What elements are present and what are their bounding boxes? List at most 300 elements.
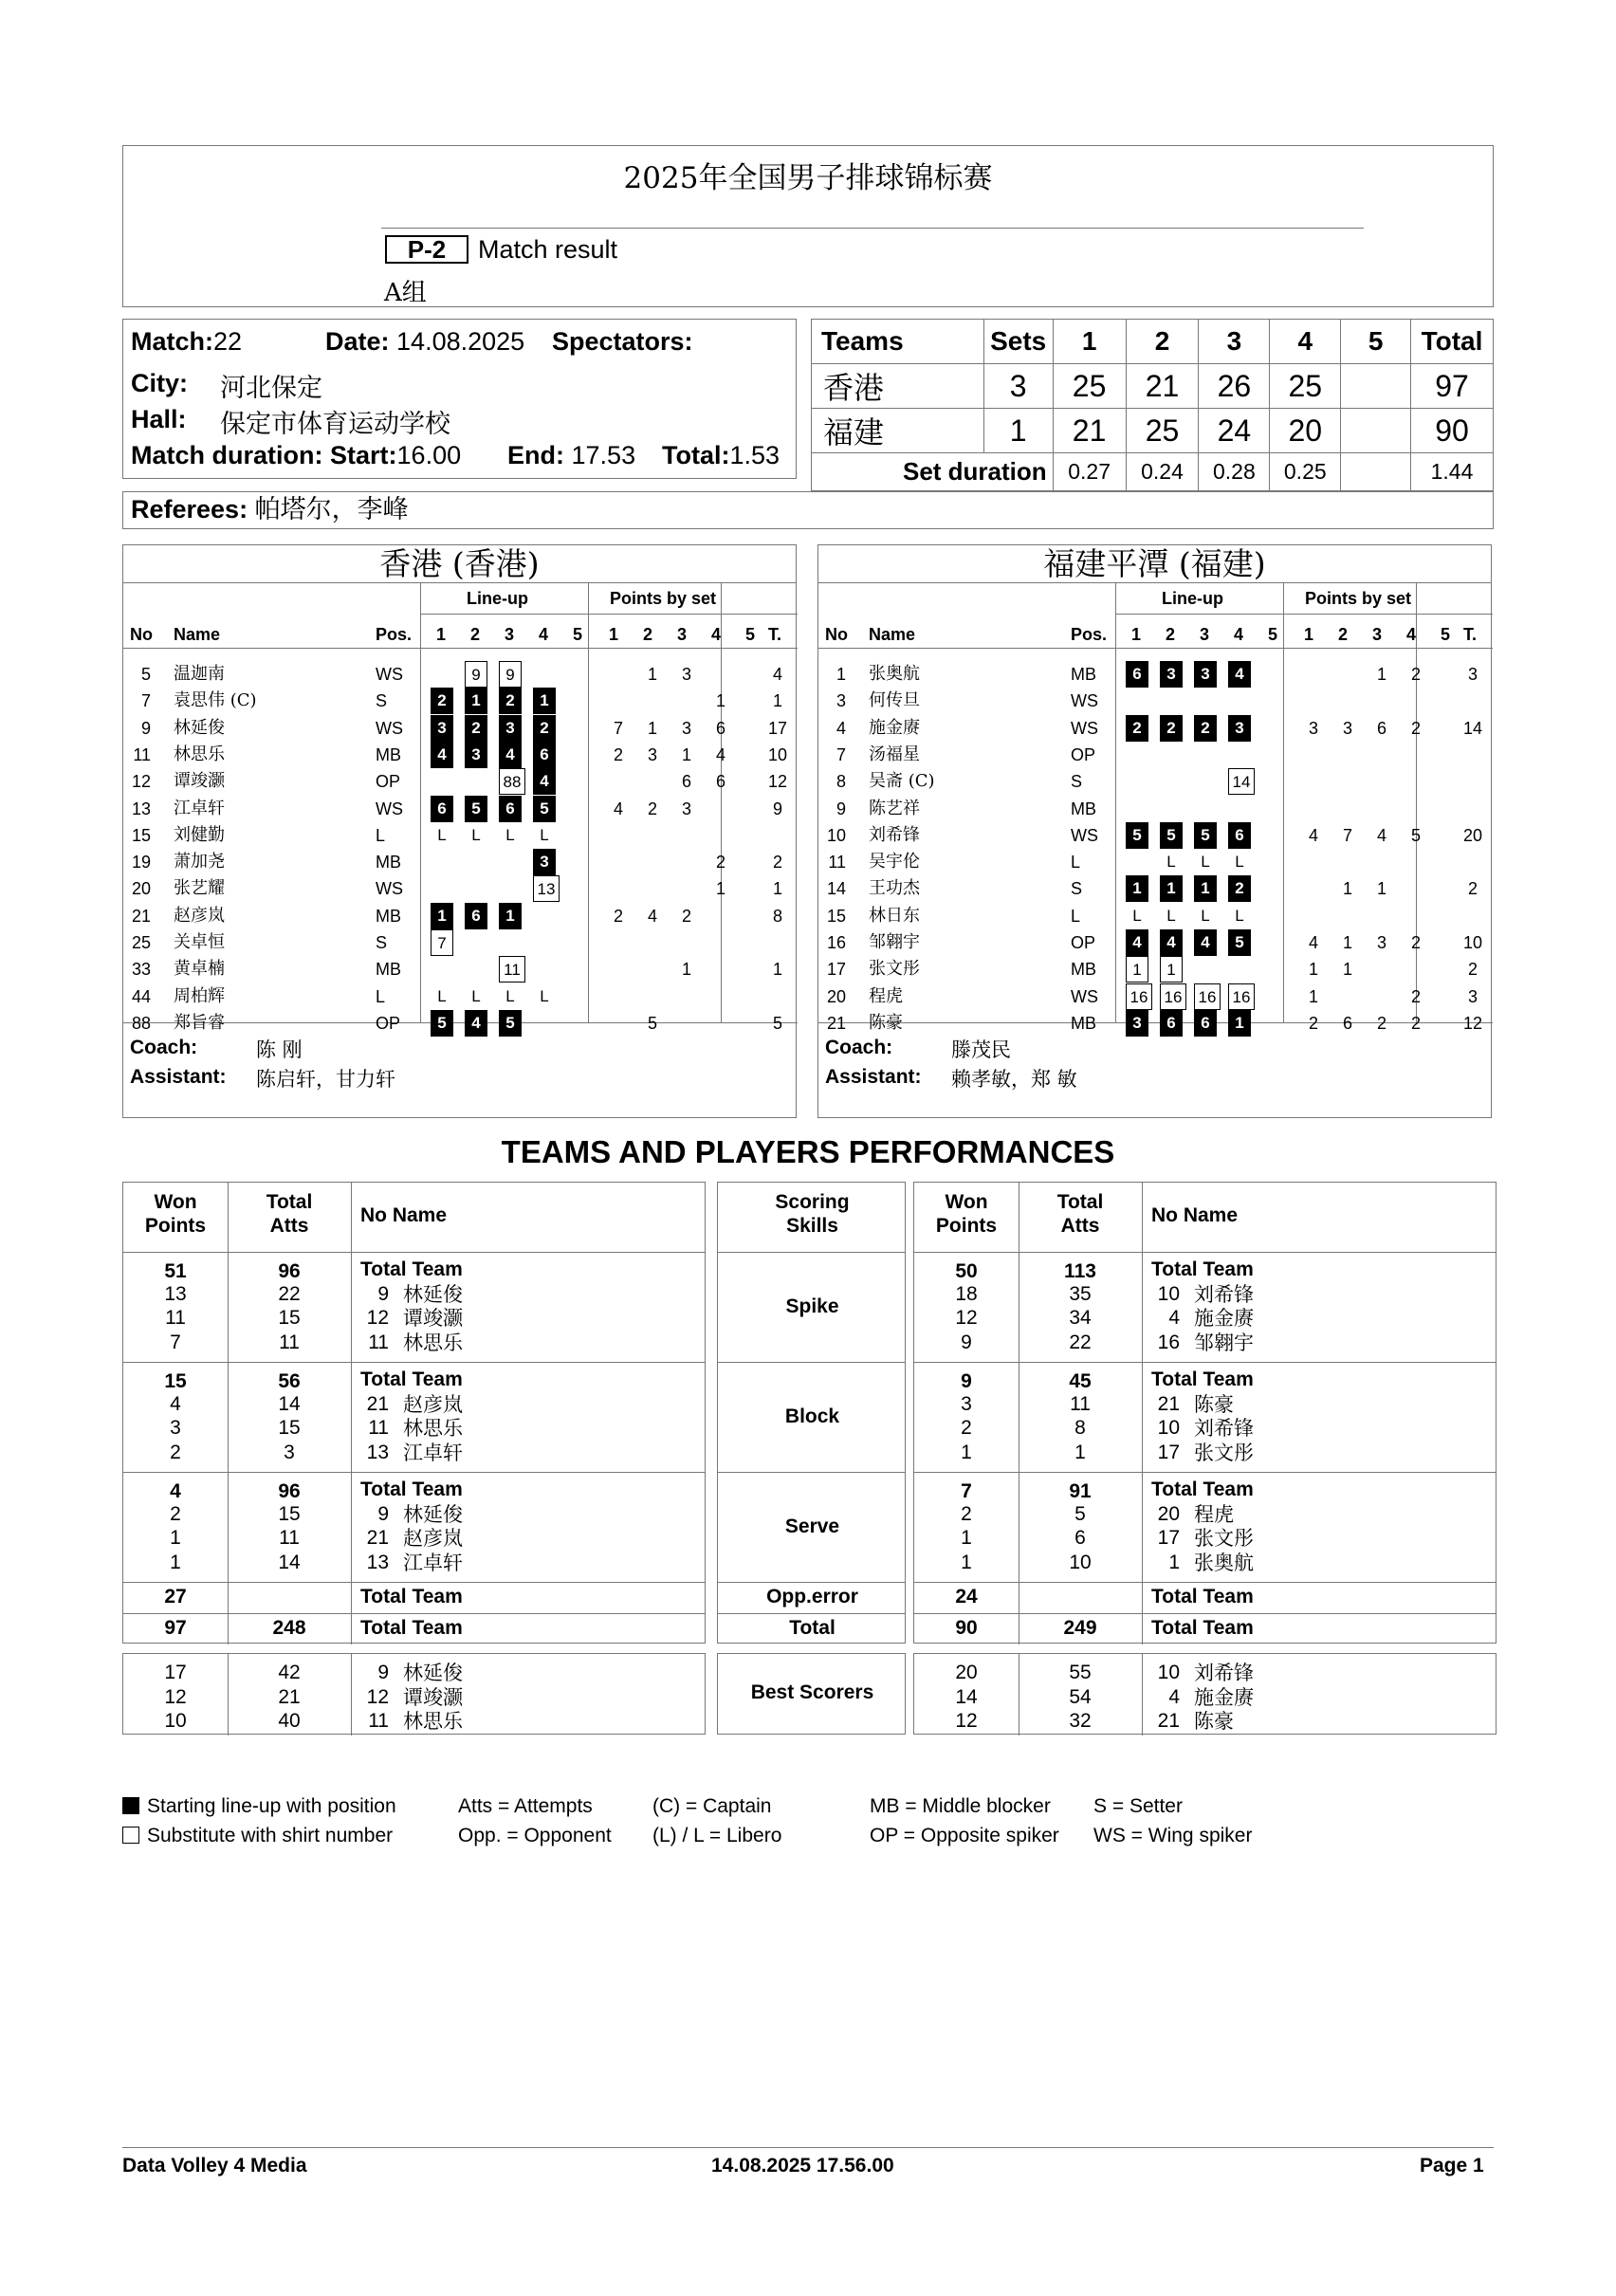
row-divider: [718, 1252, 905, 1253]
total-atts-header: Total: [1056, 1191, 1104, 1213]
player-total-points: 2: [1467, 879, 1478, 899]
won-points: 9: [961, 1331, 972, 1353]
team-total-label: Total Team: [1151, 1479, 1254, 1500]
starting-position-box: 3: [465, 742, 487, 768]
player-row: [123, 742, 796, 768]
player-number: 13: [131, 799, 151, 818]
assistant-label: Assistant:: [825, 1066, 922, 1088]
pos-header: Pos.: [376, 625, 413, 644]
set-points: 2: [1410, 933, 1421, 952]
player-number: 3: [836, 691, 846, 711]
player-total-points: 1: [772, 691, 782, 711]
total-atts: 5: [1074, 1502, 1086, 1525]
player-name: 何传旦: [869, 690, 920, 711]
total-header: Total: [1411, 320, 1494, 364]
player-name: 关卓恒: [174, 932, 225, 952]
player-name: 施金赓: [1194, 1307, 1254, 1330]
starting-position-box: 3: [1228, 715, 1251, 742]
starting-position-box: 1: [1160, 875, 1183, 902]
player-number: 21: [1157, 1392, 1180, 1415]
total-atts: 42: [278, 1662, 301, 1683]
player-row: [123, 688, 796, 714]
total-time: 1.53: [729, 441, 780, 469]
score-table: [811, 319, 1494, 486]
player-number: 9: [377, 1502, 389, 1525]
total-atts: 55: [1069, 1662, 1092, 1683]
set-points: 3: [1342, 718, 1352, 738]
player-number: 21: [131, 906, 151, 926]
player-name: 程虎: [1194, 1502, 1234, 1526]
player-position: S: [1071, 772, 1083, 792]
player-name: 程虎: [869, 985, 903, 1006]
set-points: 6: [1376, 718, 1386, 738]
starting-position-box: 6: [1194, 1010, 1217, 1037]
player-name: 林思乐: [403, 1417, 463, 1440]
player-number: 4: [836, 718, 846, 738]
starting-position-box: 4: [1228, 661, 1251, 688]
player-name: 张文彤: [1194, 1527, 1254, 1550]
row-divider: [818, 648, 1493, 649]
won-points: 9: [961, 1370, 972, 1392]
won-points: 14: [955, 1685, 978, 1708]
set-points: [1338, 796, 1357, 822]
sets-won: 3: [983, 364, 1053, 409]
player-name: 林延俊: [403, 1502, 463, 1526]
player-row: [123, 956, 796, 983]
set-points: [643, 875, 662, 902]
total-atts: 32: [1069, 1710, 1092, 1732]
player-name: 林日东: [869, 905, 920, 926]
set-points: [711, 956, 730, 983]
set-points: 1: [647, 718, 657, 738]
total-atts: 35: [1069, 1282, 1092, 1305]
set2-header: 2: [1126, 320, 1199, 364]
set-points: [711, 929, 730, 956]
won-points: 18: [955, 1282, 978, 1305]
set-points: 4: [1308, 825, 1318, 845]
substitute-box: 1: [1126, 956, 1148, 983]
player-number: 10: [826, 825, 846, 845]
points-by-set-header: Points by set: [1305, 589, 1412, 608]
player-total-points: 1: [772, 879, 782, 899]
won-points: 51: [164, 1260, 187, 1282]
player-number: 20: [131, 879, 151, 899]
team-total-label: Total Team: [1151, 1586, 1254, 1607]
total-points: 97: [164, 1617, 187, 1639]
starting-position-box: 3: [533, 849, 556, 875]
starting-position-box: 1: [499, 903, 522, 929]
player-name: 张艺耀: [174, 878, 225, 899]
player-number: 11: [133, 744, 151, 764]
points-by-set-header: Points by set: [610, 589, 717, 608]
set-points: [609, 661, 628, 688]
row-divider: [123, 648, 798, 649]
starting-position-box: 1: [1126, 875, 1148, 902]
player-name: 林思乐: [403, 1710, 463, 1733]
total-attempts: 249: [1063, 1617, 1097, 1639]
set-points: 3: [1376, 933, 1386, 952]
starting-position-box: 1: [465, 688, 487, 714]
libero-marker: L: [1132, 906, 1142, 925]
starting-position-box: 5: [1194, 822, 1217, 849]
player-position: L: [1071, 906, 1081, 926]
player-name: 谭竣灏: [403, 1307, 463, 1330]
player-number: 20: [1157, 1502, 1180, 1525]
player-name: 郑旨睿: [174, 1012, 225, 1033]
legend-atts: Atts = Attempts: [458, 1795, 593, 1817]
total-atts: 56: [278, 1370, 301, 1392]
total-atts: 21: [278, 1685, 301, 1708]
player-row: [123, 875, 796, 902]
lineup-set-header: 3: [505, 625, 515, 644]
player-row: [818, 875, 1491, 902]
total-label: Total:: [662, 441, 730, 469]
lineup-set-header: 4: [1234, 625, 1244, 644]
player-number: 15: [826, 906, 846, 926]
player-name: 江卓轩: [403, 1551, 463, 1574]
libero-marker: L: [437, 986, 447, 1005]
starting-position-box: 2: [533, 715, 556, 742]
points-set-header: 5: [1441, 625, 1451, 644]
title-rule: [381, 228, 1364, 229]
total-points: 90: [955, 1617, 978, 1639]
libero-marker: L: [540, 825, 549, 844]
set-points: [1304, 768, 1323, 795]
libero-marker: L: [1235, 906, 1244, 925]
starting-position-box: 2: [465, 715, 487, 742]
end-label: End:: [507, 441, 564, 469]
player-row: [123, 715, 796, 742]
set-points: 6: [681, 772, 691, 792]
set-points: 7: [1342, 825, 1352, 845]
set-points: [1406, 903, 1425, 929]
score-header-row: [812, 320, 1494, 364]
player-number: 21: [366, 1392, 389, 1415]
won-points: 1: [961, 1441, 972, 1463]
team-total-label: Total Team: [360, 1479, 463, 1500]
player-name: 张文彤: [1194, 1441, 1254, 1464]
sets-won: 1: [983, 409, 1053, 453]
player-name: 汤福星: [869, 744, 920, 764]
player-number: 9: [377, 1282, 389, 1305]
player-number: 11: [368, 1417, 389, 1439]
player-total-points: 20: [1462, 825, 1483, 845]
set-points: 2: [1410, 986, 1421, 1006]
player-name: 林思乐: [403, 1331, 463, 1354]
row-divider: [123, 1472, 705, 1473]
set-score: 25: [1053, 364, 1126, 409]
won-points: 13: [164, 1282, 187, 1305]
won-points: 50: [955, 1260, 978, 1282]
player-number: 16: [1157, 1331, 1180, 1353]
set-points: [1372, 903, 1391, 929]
player-number: 1: [1168, 1551, 1180, 1573]
won-points: 10: [164, 1710, 187, 1732]
starting-position-box: 4: [533, 768, 556, 795]
set-duration: 0.27: [1053, 453, 1126, 491]
player-position: MB: [1071, 1013, 1096, 1033]
assistant-names: 赖孝敏，郑 敏: [951, 1068, 1077, 1091]
spectators-label: Spectators:: [552, 327, 693, 356]
player-row: [123, 903, 796, 929]
player-row: [123, 796, 796, 822]
player-row: [818, 688, 1491, 714]
total-atts: 113: [1064, 1260, 1096, 1282]
set-score: 20: [1270, 409, 1341, 453]
total-atts: 11: [279, 1331, 300, 1353]
set-duration: [1341, 453, 1411, 491]
total-atts: 10: [1069, 1551, 1092, 1573]
substitute-box: 13: [533, 875, 560, 902]
player-total-points: 17: [767, 718, 788, 738]
set-points: [1304, 875, 1323, 902]
scoring-skills-header: Skills: [786, 1215, 838, 1237]
legend-op: OP = Opposite spiker: [870, 1825, 1059, 1846]
player-number: 7: [836, 744, 846, 764]
doc-code: P-2: [385, 235, 468, 264]
total-atts: 34: [1069, 1307, 1092, 1329]
set-points: [1304, 903, 1323, 929]
coach-name: 滕茂民: [951, 1038, 1011, 1061]
doc-type: Match result: [478, 235, 618, 264]
player-number: 88: [131, 1013, 151, 1033]
city-label: City:: [131, 369, 188, 397]
player-name: 邹翱宇: [1194, 1331, 1254, 1354]
player-row: [123, 929, 796, 956]
won-points-header: Won: [945, 1191, 988, 1213]
city-value: 河北保定: [220, 374, 322, 403]
set-points: 3: [647, 744, 657, 764]
performance-title: TEAMS AND PLAYERS PERFORMANCES: [501, 1134, 1115, 1169]
player-number: 13: [366, 1551, 389, 1573]
starting-position-box: 5: [1160, 822, 1183, 849]
player-number: 21: [1157, 1710, 1180, 1732]
player-number: 16: [826, 933, 846, 952]
total-atts: 14: [278, 1392, 301, 1415]
team-b-best-scorers: [913, 1653, 1497, 1735]
assistant-label: Assistant:: [130, 1066, 227, 1088]
player-total-points: [761, 929, 795, 956]
team-panel-hongkong: [122, 544, 797, 1118]
no-name-header: No Name: [360, 1204, 448, 1226]
set-points: [1372, 796, 1391, 822]
starting-position-box: 5: [465, 796, 487, 822]
total-atts: 6: [1074, 1527, 1086, 1549]
set-points: [1372, 983, 1391, 1010]
starting-position-box: 1: [533, 688, 556, 714]
player-total-points: 3: [1467, 986, 1478, 1006]
coach-name: 陈 刚: [256, 1038, 303, 1061]
set-points: 6: [1342, 1013, 1352, 1033]
set-points: [1372, 742, 1391, 768]
player-total-points: 14: [1462, 718, 1483, 738]
skills-column: [717, 1182, 906, 1644]
set-points: [1372, 688, 1391, 714]
set-points: 1: [681, 960, 691, 980]
player-number: 20: [826, 986, 846, 1006]
starting-position-box: 5: [1126, 822, 1148, 849]
total-atts: 8: [1074, 1417, 1086, 1439]
player-total-points: 2: [1467, 960, 1478, 980]
set-points: 4: [1308, 933, 1318, 952]
legend-substitute: [122, 1825, 393, 1847]
starting-position-box: 3: [431, 715, 453, 742]
libero-marker: L: [505, 825, 515, 844]
player-number: 10: [1157, 1282, 1180, 1305]
set-points: [609, 1010, 628, 1037]
column-divider: [351, 1654, 352, 1736]
set-duration-row: [812, 453, 1494, 491]
player-row: [818, 796, 1491, 822]
player-name: 谭竣灏: [174, 771, 225, 792]
row-divider: [123, 1252, 705, 1253]
starting-position-box: 1: [1228, 1010, 1251, 1037]
won-points: 7: [170, 1331, 181, 1353]
player-name: 袁思伟 (C): [174, 690, 257, 711]
player-position: MB: [376, 906, 401, 926]
lineup-set-header: 1: [436, 625, 447, 644]
set-points: 6: [715, 718, 725, 738]
no-header: No: [130, 625, 153, 644]
row-divider: [914, 1613, 1496, 1614]
set-points: [1372, 849, 1391, 875]
total-score: 90: [1411, 409, 1494, 453]
player-number: 8: [836, 772, 846, 792]
start-label: Start:: [330, 441, 397, 469]
lineup-set-header: 2: [470, 625, 481, 644]
set-score: 21: [1126, 364, 1199, 409]
legend-libero: (L) / L = Libero: [652, 1825, 782, 1846]
player-name: 施金赓: [869, 717, 920, 738]
set-points: [643, 983, 662, 1010]
score-row-hongkong: [812, 364, 1494, 409]
player-number: 7: [140, 691, 151, 711]
player-position: WS: [1071, 718, 1098, 738]
substitute-box: 11: [499, 956, 525, 983]
player-position: WS: [1071, 825, 1098, 845]
set-points: [643, 849, 662, 875]
starting-position-box: 6: [1126, 661, 1148, 688]
skill-label: Spike: [785, 1295, 839, 1317]
starting-position-box: 4: [499, 742, 522, 768]
skill-label: Block: [784, 1405, 840, 1427]
libero-marker: L: [540, 986, 549, 1005]
player-row: [818, 1010, 1491, 1037]
player-name: 吴斋 (C): [869, 771, 935, 792]
starting-position-box: 2: [1126, 715, 1148, 742]
team-total-label: Total Team: [360, 1586, 463, 1607]
team-a-performance-table: [122, 1182, 706, 1644]
footer-rule: [122, 2147, 1494, 2148]
player-total-points: [1456, 768, 1490, 795]
set-points: [677, 688, 696, 714]
set-score: [1341, 409, 1411, 453]
substitute-box: 16: [1126, 983, 1152, 1010]
set-points: [643, 768, 662, 795]
skill-label: Total: [789, 1617, 836, 1639]
points-set-header: 1: [1304, 625, 1314, 644]
match-number: 22: [213, 327, 243, 356]
set-points: 2: [647, 799, 657, 818]
set-points: 1: [1376, 879, 1386, 899]
team-total-label: Total Team: [360, 1368, 463, 1390]
total-atts: 14: [278, 1551, 301, 1573]
set-points: [643, 822, 662, 849]
player-position: MB: [376, 960, 401, 980]
player-position: L: [1071, 853, 1081, 872]
lineup-set-header: 2: [1166, 625, 1176, 644]
lineup-header: Line-up: [467, 589, 528, 608]
player-row: [818, 661, 1491, 688]
player-number: 11: [368, 1710, 389, 1732]
won-points: 3: [170, 1417, 181, 1439]
coach-label: Coach:: [130, 1037, 198, 1058]
player-position: WS: [1071, 691, 1098, 711]
total-atts: 11: [279, 1527, 300, 1549]
set-points: 3: [681, 799, 691, 818]
starting-position-box: 5: [499, 1010, 522, 1037]
player-name: 林思乐: [174, 744, 225, 764]
starting-position-box: 5: [431, 1010, 453, 1037]
footer-page: Page 1: [1420, 2155, 1484, 2177]
starting-position-box: 1: [1194, 875, 1217, 902]
total-atts: 15: [278, 1307, 301, 1329]
won-points: 2: [170, 1441, 181, 1463]
total-points-header: T.: [1463, 625, 1478, 644]
total-atts: 40: [278, 1710, 301, 1732]
points-set-header: 2: [643, 625, 653, 644]
set-points: 4: [647, 906, 657, 926]
total-points-header: T.: [768, 625, 782, 644]
set-points: [1338, 849, 1357, 875]
set-points: 2: [681, 906, 691, 926]
total-atts-header: Atts: [1060, 1215, 1100, 1237]
row-divider: [718, 1582, 905, 1583]
player-number: 1: [836, 665, 846, 684]
starting-position-box: 2: [1228, 875, 1251, 902]
column-divider: [1142, 1654, 1143, 1736]
team-panel-fujian: [817, 544, 1492, 1118]
won-points: 1: [961, 1527, 972, 1549]
lineup-header: Line-up: [1162, 589, 1223, 608]
opp-error-points: 27: [164, 1586, 187, 1607]
player-number: 11: [828, 853, 846, 872]
set-points: [643, 688, 662, 714]
player-name: 周柏辉: [174, 985, 225, 1006]
set-points: 3: [681, 718, 691, 738]
player-row: [123, 768, 796, 795]
set-score: 26: [1199, 364, 1270, 409]
won-points: 4: [170, 1392, 181, 1415]
player-number: 17: [1157, 1441, 1180, 1463]
player-number: 14: [826, 879, 846, 899]
set-points: [711, 661, 730, 688]
player-number: 17: [826, 960, 846, 980]
player-row: [818, 929, 1491, 956]
substitute-box: 14: [1228, 768, 1255, 795]
name-header: Name: [174, 625, 221, 644]
total-atts: 96: [278, 1260, 301, 1282]
won-points: 2: [961, 1417, 972, 1439]
total-atts: 1: [1074, 1441, 1086, 1463]
player-total-points: 12: [767, 772, 788, 792]
set-points: [1338, 768, 1357, 795]
starting-position-box: 4: [1160, 929, 1183, 956]
set-points: 2: [613, 744, 623, 764]
set-points: 6: [715, 772, 725, 792]
player-position: S: [1071, 879, 1083, 899]
set-points: [711, 903, 730, 929]
